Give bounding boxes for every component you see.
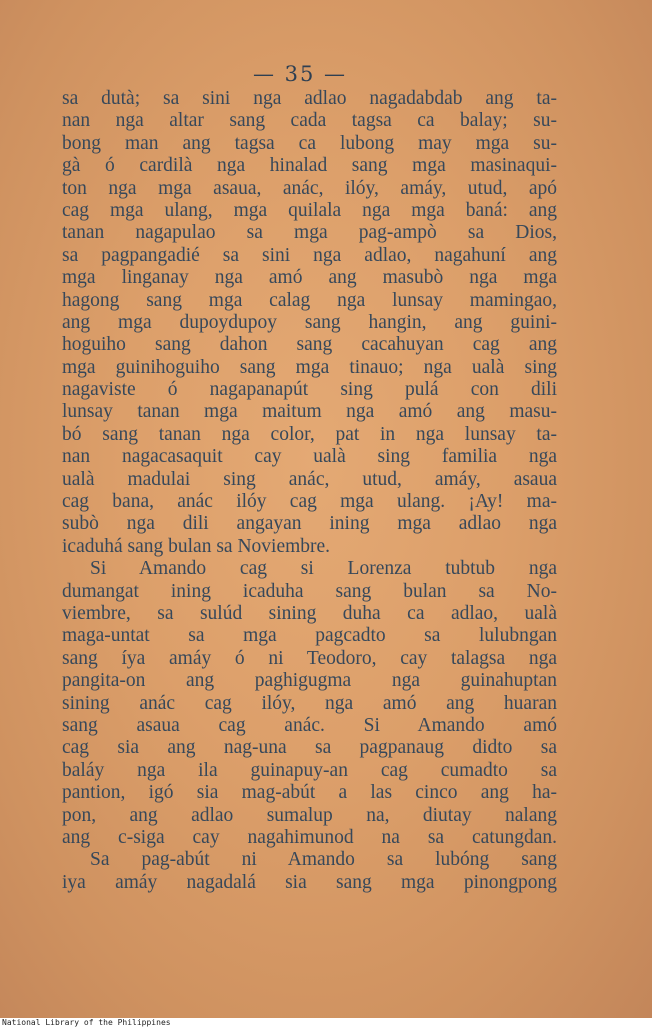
text-line: ang mga dupoydupoy sang hangin, ang guini- (62, 311, 557, 333)
text-line: mga linganay nga amó ang masubò nga mga (62, 267, 557, 289)
text-line: dumangat ining icaduha sang bulan sa No- (62, 580, 557, 602)
text-line: sa dutà; sa sini nga adlao nagadabdab ang ta- (62, 88, 557, 109)
text-line: sining anác cag ilóy, nga amó ang huaran (62, 692, 557, 714)
text-line: tanan nagapulao sa mga pag-ampò sa Dios, (62, 222, 557, 244)
text-line: ang c-siga cay nagahimunod na sa catungdan. (62, 826, 557, 848)
text-line: pon, ang adlao sumalup na, diutay nalang (62, 804, 557, 826)
text-line: baláy nga ila guinapuy-an cag cumadto sa (62, 759, 557, 781)
text-line: sang asaua cag anác. Si Amando amó (62, 714, 557, 736)
text-line: iya amáy nagadalá sia sang mga pinongpong (62, 871, 557, 893)
text-line: viembre, sa sulúd sining duha ca adlao, ualà (62, 602, 557, 624)
text-line: lunsay tanan mga maitum nga amó ang masu- (62, 401, 557, 423)
text-line: hoguiho sang dahon sang cacahuyan cag ang (62, 334, 557, 356)
body-text (62, 88, 557, 894)
text-line: cag mga ulang, mga quilala nga mga baná: ang (62, 199, 557, 221)
text-line: sang íya amáy ó ni Teodoro, cay talagsa nga (62, 647, 557, 669)
paragraph-start-line: Si Amando cag si Lorenza tubtub nga (90, 558, 557, 580)
text-line: bong man ang tagsa ca lubong may mga su- (62, 132, 557, 154)
text-line: icaduhá sang bulan sa Noviembre. (62, 535, 331, 557)
paragraph-start-line: Sa pag-abút ni Amando sa lubóng sang (90, 849, 557, 871)
text-line: cag bana, anác ilóy cag mga ulang. ¡Ay! ma- (62, 491, 557, 513)
text-line: pantion, igó sia mag-abút a las cinco ang ha- (62, 782, 557, 804)
text-line: cag sia ang nag-una sa pagpanaug didto sa (62, 737, 557, 759)
text-line: ualà madulai sing anác, utud, amáy, asaua (62, 468, 557, 490)
text-line: subò nga dili angayan ining mga adlao nga (62, 513, 557, 535)
text-line: bó sang tanan nga color, pat in nga lunsay ta- (62, 423, 557, 445)
text-line: maga-untat sa mga pagcadto sa lulubngan (62, 625, 557, 647)
text-line: sa pagpangadié sa sini nga adlao, nagahuní ang (62, 244, 557, 266)
text-line: gà ó cardilà nga hinalad sang mga masinaqui- (62, 155, 557, 177)
text-line: pangita-on ang paghigugma nga guinahuptan (62, 670, 557, 692)
text-line: nan nagacasaquit cay ualà sing familia nga (62, 446, 557, 468)
text-line: mga guinihoguiho sang mga tinauo; nga ualà sing (62, 356, 557, 378)
text-line: nan nga altar sang cada tagsa ca balay; su- (62, 110, 557, 132)
text-line: ton nga mga asaua, anác, ilóy, amáy, utud, apó (62, 177, 557, 199)
text-line: nagaviste ó nagapanapút sing pulá con dili (62, 379, 557, 401)
page-number: — 35 — (252, 62, 348, 86)
text-line: hagong sang mga calag nga lunsay mamingao, (62, 289, 557, 311)
library-credit: National Library of the Philippines (2, 1018, 171, 1027)
